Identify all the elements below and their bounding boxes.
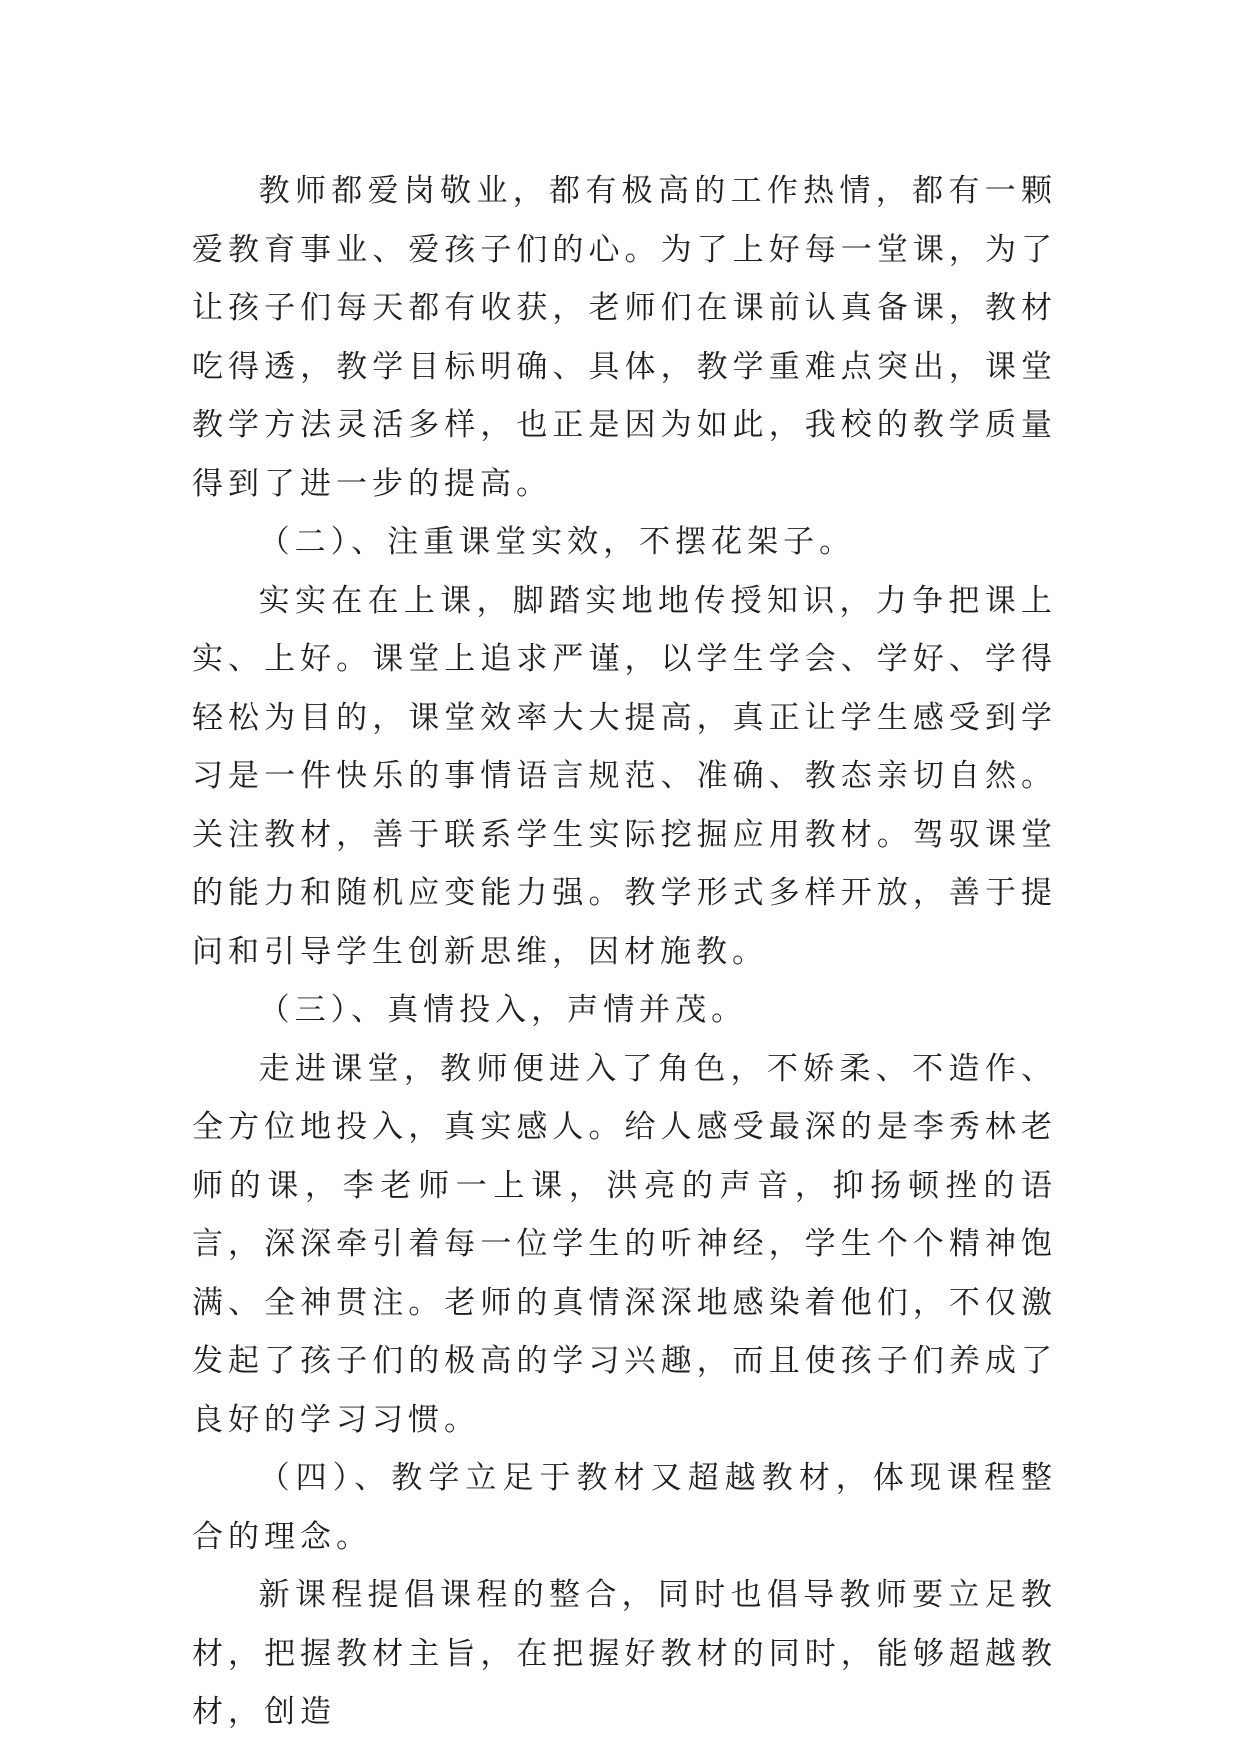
body-paragraph-2: 实实在在上课，脚踏实地地传授知识，力争把课上实、上好。课堂上追求严谨，以学生学会、学好、学得轻松为目的，课堂效率大大提高，真正让学生感受到学习是一件快乐的事情语言规范、准确、教态亲切自然。关注教材，善于联系学生实际挖掘应用教材。驾驭课堂的能力和随机应变能力强。教学形式多样开放，善于提问和引导学生创新思维，因材施教。 — [192, 582, 1057, 970]
body-paragraph-3: 走进课堂，教师便进入了角色，不娇柔、不造作、全方位地投入，真实感人。给人感受最深的是李秀林老师的课，李老师一上课，洪亮的声音，抑扬顿挫的语言，深深牵引着每一位学生的听神经，学生个个精神饱满、全神贯注。老师的真情深深地感染着他们，不仅激发起了孩子们的极高的学习兴趣，而且使孩子们养成了良好的学习习惯。 — [192, 1050, 1057, 1438]
section-heading-3: （三）、真情投入，声情并茂。 — [258, 992, 748, 1028]
section-heading-4: （四）、教学立足于教材又超越教材，体现课程整合的理念。 — [192, 1460, 1057, 1555]
document-page — [192, 162, 1057, 1742]
body-paragraph-1: 教师都爱岗敬业，都有极高的工作热情，都有一颗爱教育事业、爱孩子们的心。为了上好每一堂课，为了让孩子们每天都有收获，老师们在课前认真备课，教材吃得透，教学目标明确、具体，教学重难点突出，课堂教学方法灵活多样，也正是因为如此，我校的教学质量得到了进一步的提高。 — [192, 173, 1057, 502]
section-heading-2: （二）、注重课堂实效，不摆花架子。 — [258, 524, 856, 560]
body-paragraph-4: 新课程提倡课程的整合，同时也倡导教师要立足教材，把握教材主旨，在把握好教材的同时，能够超越教材，创造 — [192, 1577, 1057, 1730]
